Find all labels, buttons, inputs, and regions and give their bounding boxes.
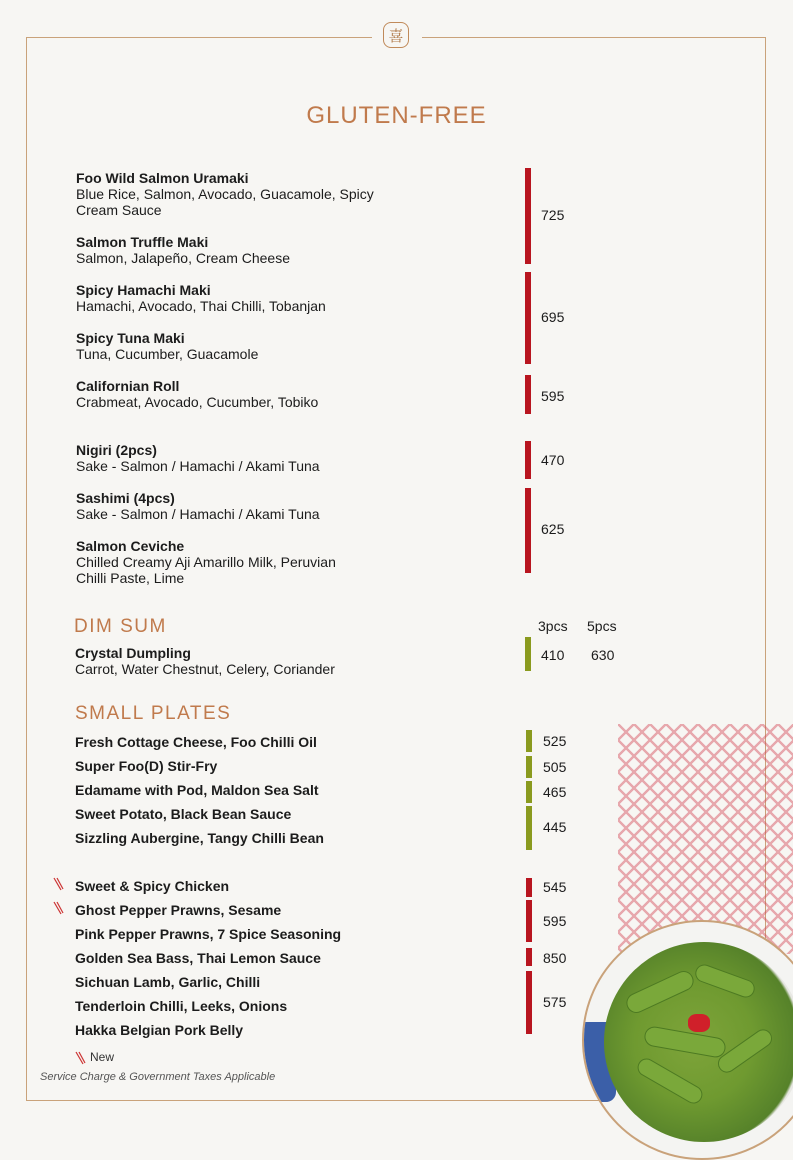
menu-item (76, 490, 320, 522)
menu-item (76, 170, 374, 218)
item-desc: Hamachi, Avocado, Thai Chilli, Tobanjan (76, 298, 326, 314)
item-name: Sashimi (4pcs) (76, 490, 175, 506)
price-bar (525, 168, 531, 264)
price-bar (526, 948, 532, 966)
price-bar (525, 272, 531, 364)
price-bar (525, 441, 531, 479)
item-desc: Crabmeat, Avocado, Cucumber, Tobiko (76, 394, 319, 410)
item-name: Fresh Cottage Cheese, Foo Chilli Oil (75, 734, 317, 750)
price: 575 (543, 994, 567, 1010)
price-bar (526, 781, 532, 803)
price-bar (526, 900, 532, 942)
menu-item (75, 998, 287, 1014)
page-title: GLUTEN-FREE (306, 102, 487, 129)
menu-item (75, 758, 217, 774)
chili-icon (52, 877, 64, 891)
item-name: Ghost Pepper Prawns, Sesame (75, 902, 282, 918)
price-5pcs: 630 (591, 647, 615, 663)
price: 505 (543, 759, 567, 775)
price-bar (526, 756, 532, 778)
item-desc: Sake - Salmon / Hamachi / Akami Tuna (76, 458, 320, 474)
new-legend-label: New (90, 1050, 115, 1064)
size-label-5pcs: 5pcs (587, 618, 617, 634)
menu-item (75, 782, 319, 798)
price-bar (525, 488, 531, 573)
item-desc: Sake - Salmon / Hamachi / Akami Tuna (76, 506, 320, 522)
item-desc: Salmon, Jalapeño, Cream Cheese (76, 250, 291, 266)
menu-item (75, 806, 291, 822)
item-name: Hakka Belgian Pork Belly (75, 1022, 244, 1038)
price: 470 (541, 452, 565, 468)
menu-item (76, 378, 318, 410)
section-title-dim-sum: DIM SUM (74, 616, 167, 637)
size-label-3pcs: 3pcs (538, 618, 568, 634)
price: 625 (541, 521, 565, 537)
item-name: Sweet Potato, Black Bean Sauce (75, 806, 292, 822)
menu-item (76, 234, 290, 266)
price-bar (525, 375, 531, 414)
logo-icon: 喜 (383, 22, 409, 48)
price: 695 (541, 309, 565, 325)
item-name: Crystal Dumpling (75, 645, 191, 661)
price: 545 (543, 879, 567, 895)
price-bar (526, 878, 532, 897)
price-bar (526, 806, 532, 850)
menu-item (76, 442, 320, 474)
menu-item (75, 645, 335, 677)
menu-item (75, 902, 281, 918)
item-name: Spicy Hamachi Maki (76, 282, 211, 298)
price-bar (525, 637, 531, 671)
menu-item (75, 1022, 243, 1038)
item-name: Sweet & Spicy Chicken (75, 878, 230, 894)
price: 595 (541, 388, 565, 404)
item-name: Edamame with Pod, Maldon Sea Salt (75, 782, 319, 798)
item-desc: Carrot, Water Chestnut, Celery, Coriander (75, 661, 335, 677)
item-desc: Blue Rice, Salmon, Avocado, Guacamole, Spicy Cream Sauce (76, 186, 374, 218)
chili-icon (52, 901, 64, 915)
item-name: Salmon Truffle Maki (76, 234, 209, 250)
price: 595 (543, 913, 567, 929)
item-desc: Tuna, Cucumber, Guacamole (76, 346, 259, 362)
menu-item (75, 926, 341, 942)
price: 850 (543, 950, 567, 966)
item-name: Salmon Ceviche (76, 538, 185, 554)
item-name: Nigiri (2pcs) (76, 442, 157, 458)
price: 525 (543, 733, 567, 749)
price: 465 (543, 784, 567, 800)
price-3pcs: 410 (541, 647, 565, 663)
price-bar (526, 730, 532, 752)
item-name: Tenderloin Chilli, Leeks, Onions (75, 998, 288, 1014)
item-name: Sichuan Lamb, Garlic, Chilli (75, 974, 261, 990)
footnote: Service Charge & Government Taxes Applicable (40, 1071, 276, 1083)
item-name: Super Foo(D) Stir-Fry (75, 758, 218, 774)
price: 445 (543, 819, 567, 835)
item-desc: Chilled Creamy Aji Amarillo Milk, Peruvian Chilli Paste, Lime (76, 554, 336, 586)
item-name: Golden Sea Bass, Thai Lemon Sauce (75, 950, 321, 966)
price: 725 (541, 207, 565, 223)
menu-item (75, 878, 229, 894)
item-name: Spicy Tuna Maki (76, 330, 185, 346)
item-name: Pink Pepper Prawns, 7 Spice Seasoning (75, 926, 342, 942)
section-title-small-plates: SMALL PLATES (75, 703, 232, 724)
item-name: Foo Wild Salmon Uramaki (76, 170, 249, 186)
menu-item (75, 734, 317, 750)
menu-item (76, 538, 336, 586)
chili-icon (74, 1051, 86, 1065)
menu-item (75, 830, 324, 846)
menu-item (76, 330, 258, 362)
menu-item (75, 974, 260, 990)
menu-item (76, 282, 326, 314)
item-name: Californian Roll (76, 378, 180, 394)
menu-item (75, 950, 321, 966)
item-name: Sizzling Aubergine, Tangy Chilli Bean (75, 830, 324, 846)
garnish-flower (688, 1014, 710, 1032)
price-bar (526, 971, 532, 1034)
